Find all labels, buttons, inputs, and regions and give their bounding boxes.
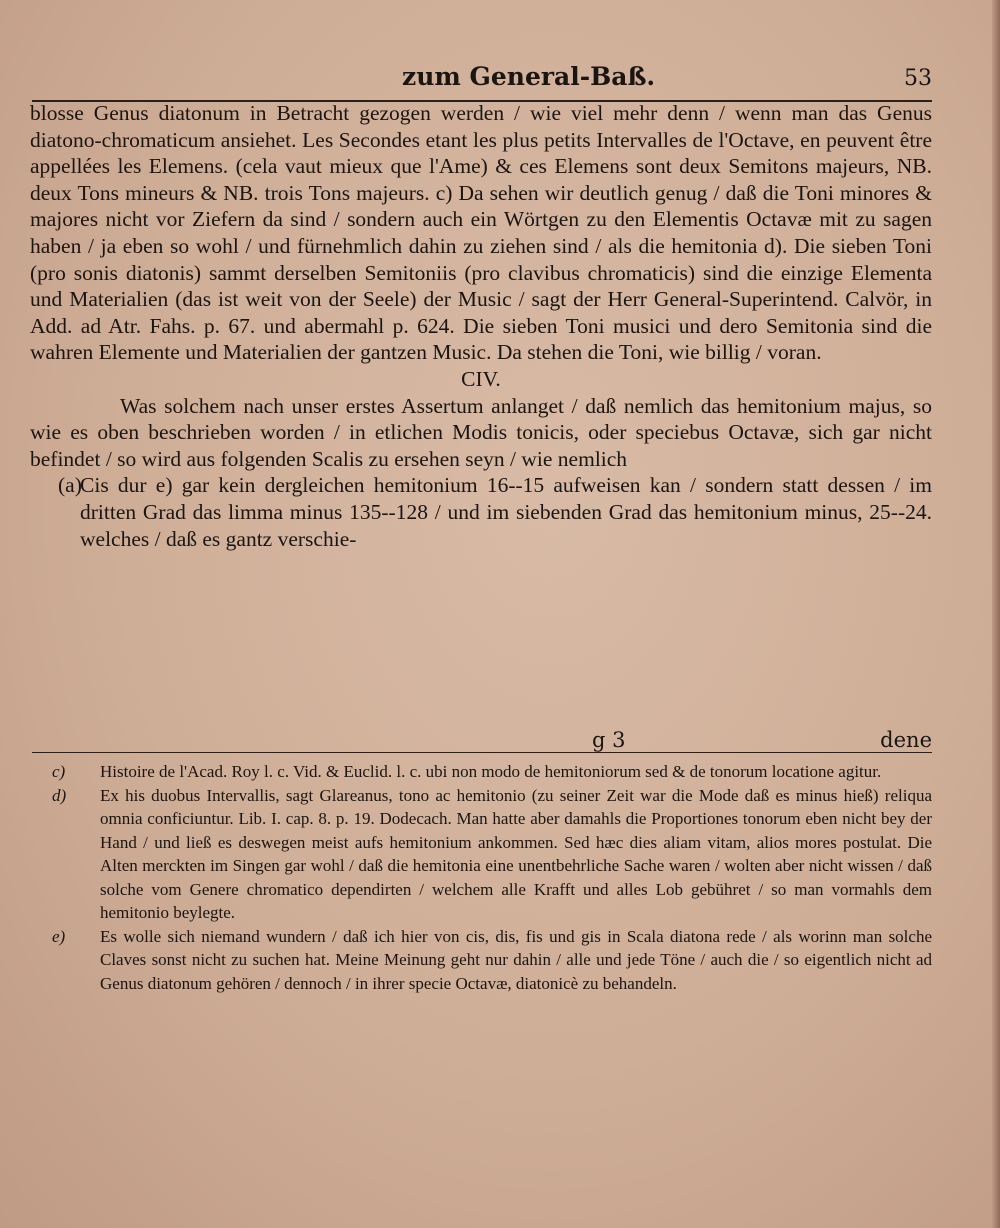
paragraph-2: Was solchem nach unser erstes Assertum anlanget / daß nemlich das hemitonium majus, so wie es oben beschrieben worden / in etlichen Modis tonicis, oder speciebus Octavæ, sich gar nicht befindet / so wird aus folgenden Scalis zu ersehen seyn / wie nemlich	[30, 393, 932, 471]
paragraph-1: blosse Genus diatonum in Betracht gezogen werden / wie viel mehr denn / wenn man das Genus diatono-chromaticum ansiehet. Les Secondes etant les plus petits Intervalles de l'Octave, en peuvent être appellées les Elemens. (cela vaut mieux que l'Ame) & ces Elemens sont deux Semitons majeurs, NB. deux Tons mineurs & NB. trois Tons majeurs. c) Da sehen wir deutlich genug / daß die Toni minores & majores nicht vor Ziefern da sind / sondern auch ein Wörtgen zu den Elementis Octavæ mit zu sagen haben / ja eben so wohl / und fürnehmlich dahin zu ziehen sind / als die hemitonia d). Die sieben Toni (pro sonis diatonis) sammt derselben Semitoniis (pro clavibus chromaticis) sind die einzige Elementa und Materialien (das ist weit von der Seele) der Music / sagt der Herr General-Superintend. Calvör, in Add. ad Atr. Fahs. p. 67. und abermahl p. 624. Die sieben Toni musici und dero Semitonia sind die wahren Elemente und Materialien der gantzen Music. Da stehen die Toni, wie billig / voran.	[30, 101, 932, 365]
main-text	[30, 100, 932, 552]
list-item-a-mark: (a)	[58, 473, 82, 498]
page-edge	[992, 0, 1000, 1228]
footnote-c	[30, 760, 932, 784]
footnote-mark: c)	[52, 762, 66, 781]
signature-line	[32, 728, 932, 753]
page-number: 53	[904, 66, 932, 91]
running-title: zum General-Baß.	[402, 62, 656, 91]
footnotes	[30, 760, 932, 995]
section-number: CIV.	[461, 366, 501, 391]
footnote-d	[30, 784, 932, 925]
footnote-text: Es wolle sich niemand wundern / daß ich hier von cis, dis, fis und gis in Scala diatona rede / als worinn man solche Claves sonst nicht zu suchen hat. Meine Meinung geht nur dahin / alle und jede Töne / auch die / so eigentlich nicht ad Genus diatonum gehören / dennoch / in ihrer specie Octavæ, diatonicè zu behandeln.	[100, 926, 932, 993]
signature-mark: g 3	[592, 728, 626, 752]
footnote-e	[30, 925, 932, 996]
footnote-mark: e)	[52, 926, 66, 946]
footnote-mark: d)	[52, 785, 67, 805]
list-item-a-text: Cis dur e) gar kein dergleichen hemitonium 16--15 aufweisen kan / sondern statt dessen / im dritten Grad das limma minus 135--128 / und im siebenden Grad das hemitonium minus, 25--24. welches / daß es gantz verschie-	[80, 473, 932, 551]
footnote-text: Ex his duobus Intervallis, sagt Glareanus, tono ac hemitonio (zu seiner Zeit war die Mode daß es minus hieß) reliqua omnia conficiuntur. Lib. I. cap. 8. p. 19. Dodecach. Man hatte aber damahls die Proportiones tonorum eben nicht bey der Hand / und ließ es deswegen meist aufs hemitonium ankommen. Sed hæc dies aliam vitam, alios mores postulat. Die Alten merckten im Singen gar wohl / daß die hemitonia eine unentbehrliche Sache waren / wolten aber nicht wissen / daß solche vom Genere chromatico dependirten / welchem alle Krafft und alles Lob gebühret / so man vormahls dem hemitonio beylegte.	[100, 785, 932, 922]
footnote-text: Histoire de l'Acad. Roy l. c. Vid. & Euclid. l. c. ubi non modo de hemitoniorum sed & de tonorum locatione agitur.	[100, 762, 882, 781]
page-header	[32, 60, 932, 102]
list-item-a	[30, 472, 932, 552]
catchword: dene	[880, 728, 932, 752]
